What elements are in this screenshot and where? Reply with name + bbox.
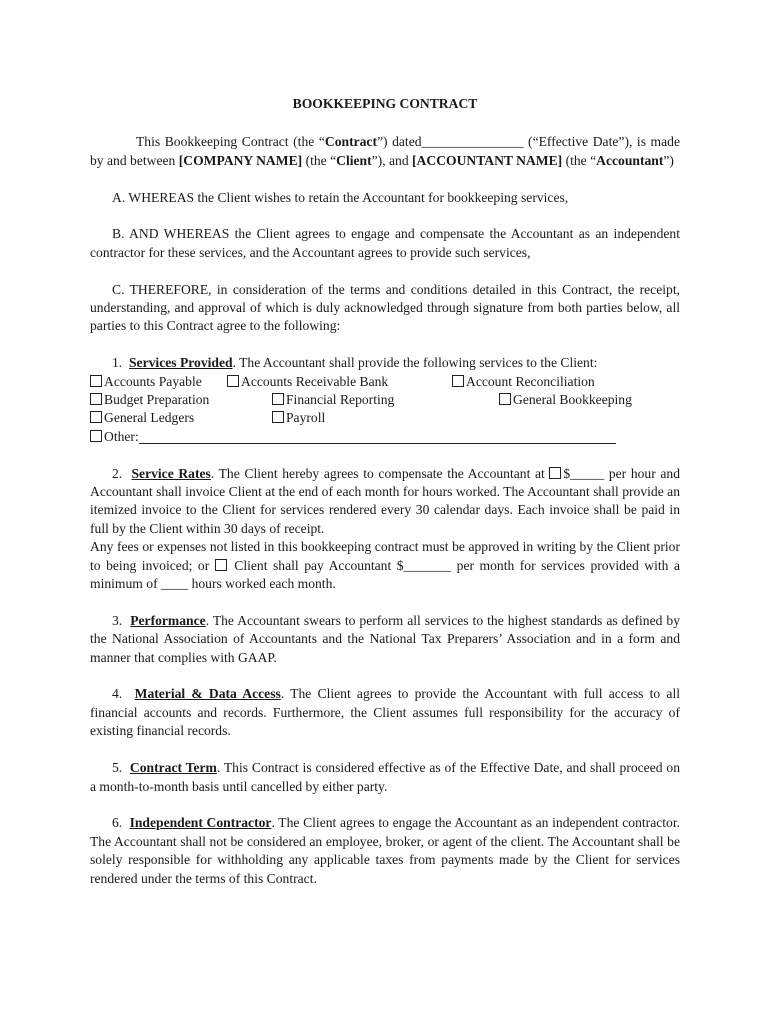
services-row-3 [90, 409, 680, 427]
section-heading: Independent Contractor [129, 815, 272, 831]
intro-text: This Bookkeeping Contract (the “ [136, 134, 325, 150]
option-label: General Bookkeeping [513, 392, 632, 408]
section-text: . The Client agrees to engage the Accountant as an independent contractor. The Accountant shall not be considered an employee, broker, or agent of the client. The Accountant shall be solely responsible for withholding any applicable taxes from payments made by the Client for services rendered under the terms of this Contract. [90, 815, 681, 886]
recital-b: B. AND WHEREAS the Client agrees to engage and compensate the Accountant as an independent contractor for these services, and the Accountant agrees to provide such services, [90, 226, 680, 260]
checkbox-icon[interactable] [90, 375, 102, 387]
checkbox-icon[interactable] [215, 559, 227, 571]
option-label: Other: [104, 428, 139, 444]
section-text: . The Client agrees to provide the Accountant with full access to all financial accounts and records. Furthermore, the Client assumes full responsibility for the accuracy of existing financial records. [90, 686, 681, 739]
intro-text: ”), and [371, 152, 413, 168]
option-accounts-payable[interactable] [90, 373, 227, 391]
section-number: 4. [112, 686, 123, 702]
option-label: Payroll [286, 410, 326, 426]
section-text: $_____ per hour and Accountant shall invoice Client at the end of each month for hours worked. The Accountant shall provide an itemized invoice to the Client for services rendered every 30 calendar days. Each invoice shall be paid in full by the Client within 30 days of receipt. [90, 465, 680, 536]
section-text: . This Contract is considered effective as of the Effective Date, and shall proceed on a month-to-month basis until cancelled by either party. [90, 760, 680, 794]
services-row-4 [90, 428, 680, 446]
intro-text: ”) [663, 152, 674, 168]
option-label: Account Reconciliation [466, 373, 595, 389]
defined-term-accountant: Accountant [596, 152, 664, 168]
option-budget-preparation[interactable] [90, 391, 272, 409]
section-2-fees [90, 538, 680, 593]
option-accounts-receivable[interactable] [227, 373, 452, 391]
section-text: Client shall pay Accountant $_______ per month for services provided with a minimum of ____ hours worked each month. [90, 557, 680, 592]
option-label: General Ledgers [104, 410, 195, 426]
checkbox-icon[interactable] [499, 393, 511, 405]
section-material-data-access [90, 685, 680, 740]
defined-term-client: Client [336, 152, 372, 168]
section-number: 3. [112, 612, 123, 628]
section-number: 1. [112, 355, 123, 371]
intro-text: (the “ [562, 152, 597, 168]
section-service-rates [90, 465, 680, 594]
section-number: 5. [112, 760, 123, 776]
option-label: Accounts Payable [104, 373, 202, 389]
section-contract-term [90, 759, 680, 796]
section-1-intro [90, 354, 680, 372]
intro-text: ”) dated_______________ (“Effective Date”), is made by and between [90, 134, 680, 168]
section-text: . The Accountant shall provide the following services to the Client: [232, 355, 598, 371]
option-label: Financial Reporting [286, 392, 395, 408]
option-general-ledgers[interactable] [90, 409, 272, 427]
section-2-text [90, 465, 680, 539]
option-other[interactable] [90, 428, 616, 446]
other-blank-line[interactable] [139, 431, 616, 444]
checkbox-icon[interactable] [549, 467, 561, 479]
recital-c: C. THEREFORE, in consideration of the terms and conditions detailed in this Contract, the receipt, understanding, and approval of which is duly acknowledged through signature from both parties below, all parties to this Contract agree to the following: [90, 281, 680, 334]
section-text: . The Accountant swears to perform all services to the highest standards as defined by the National Association of Accountants and the National Tax Preparers’ Association and in a form and manner that complies with GAAP. [90, 612, 680, 665]
company-name-placeholder: [COMPANY NAME] [178, 152, 303, 168]
section-heading: Contract Term [129, 760, 217, 776]
section-number: 6. [112, 815, 123, 831]
option-label: Budget Preparation [104, 392, 210, 408]
services-row-2 [90, 391, 680, 409]
checkbox-icon[interactable] [452, 375, 464, 387]
accountant-name-placeholder: [ACCOUNTANT NAME] [412, 152, 563, 168]
checkbox-icon[interactable] [272, 411, 284, 423]
checkbox-icon[interactable] [90, 430, 102, 442]
section-heading: Services Provided [129, 355, 233, 371]
contract-body [90, 95, 680, 906]
checkbox-icon[interactable] [272, 393, 284, 405]
section-heading: Performance [130, 612, 206, 628]
option-general-bookkeeping[interactable] [499, 391, 632, 409]
services-row-1 [90, 373, 680, 391]
recital-a: A. WHEREAS the Client wishes to retain the Accountant for bookkeeping services, [112, 189, 569, 205]
section-heading: Material & Data Access [134, 686, 281, 702]
option-label: Accounts Receivable Bank [241, 373, 389, 389]
option-payroll[interactable] [272, 409, 325, 427]
intro-paragraph [90, 133, 680, 170]
document-title: BOOKKEEPING CONTRACT [292, 96, 478, 111]
checkbox-icon[interactable] [227, 375, 239, 387]
section-independent-contractor [90, 814, 680, 888]
checkbox-icon[interactable] [90, 393, 102, 405]
intro-text: (the “ [302, 152, 337, 168]
section-services-provided [90, 354, 680, 446]
option-account-reconciliation[interactable] [452, 373, 595, 391]
section-text: Any fees or expenses not listed in this bookkeeping contract must be approved in writing by the Client prior to being invoiced; or [90, 539, 680, 573]
section-performance [90, 612, 680, 667]
section-text: . The Client hereby agrees to compensate the Accountant at [210, 465, 550, 481]
defined-term-contract: Contract [324, 134, 377, 150]
section-number: 2. [112, 465, 123, 481]
option-financial-reporting[interactable] [272, 391, 499, 409]
checkbox-icon[interactable] [90, 411, 102, 423]
section-heading: Service Rates [131, 465, 211, 481]
